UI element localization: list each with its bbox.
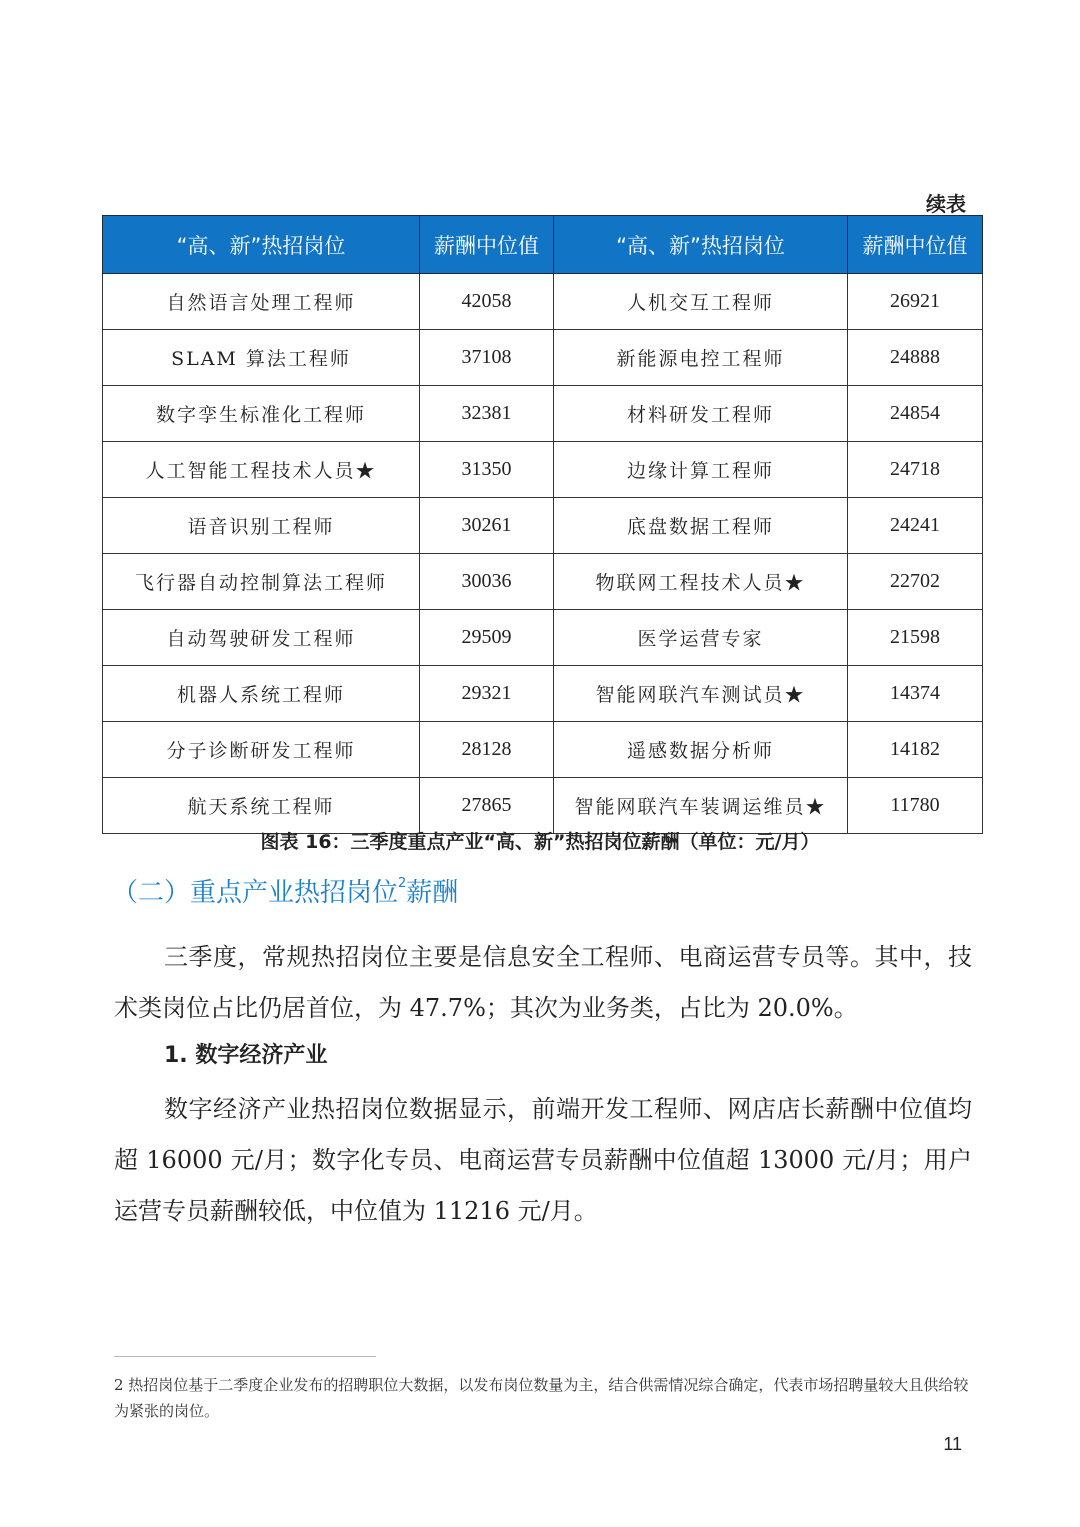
salary-table <box>102 215 983 834</box>
table-row <box>103 498 983 554</box>
salary-cell: 24854 <box>848 386 983 442</box>
salary-cell: 30261 <box>420 498 554 554</box>
table-caption: 图表 16：三季度重点产业“高、新”热招岗位薪酬（单位：元/月） <box>260 831 820 853</box>
job-name-cell: 数字孪生标准化工程师 <box>103 386 420 442</box>
job-name-cell: 航天系统工程师 <box>103 778 420 834</box>
header-salary-left: 薪酬中位值 <box>420 216 554 274</box>
job-name-cell: 飞行器自动控制算法工程师 <box>103 554 420 610</box>
table-row <box>103 330 983 386</box>
table-row <box>103 722 983 778</box>
job-name-cell: 人机交互工程师 <box>554 274 848 330</box>
table-row <box>103 778 983 834</box>
job-name-cell: 智能网联汽车测试员★ <box>554 666 848 722</box>
table-header-row <box>103 216 983 274</box>
job-name-cell: SLAM 算法工程师 <box>103 330 420 386</box>
page-number: 11 <box>943 1434 962 1454</box>
job-name-cell: 分子诊断研发工程师 <box>103 722 420 778</box>
salary-cell: 14182 <box>848 722 983 778</box>
salary-cell: 21598 <box>848 610 983 666</box>
salary-cell: 26921 <box>848 274 983 330</box>
job-name-cell: 人工智能工程技术人员★ <box>103 442 420 498</box>
salary-cell: 14374 <box>848 666 983 722</box>
salary-cell: 24241 <box>848 498 983 554</box>
job-name-cell: 物联网工程技术人员★ <box>554 554 848 610</box>
salary-cell: 27865 <box>420 778 554 834</box>
salary-cell: 32381 <box>420 386 554 442</box>
job-name-cell: 医学运营专家 <box>554 610 848 666</box>
table-row <box>103 386 983 442</box>
header-job-right: “高、新”热招岗位 <box>554 216 848 274</box>
body-paragraph: 三季度，常规热招岗位主要是信息安全工程师、电商运营专员等。其中，技术类岗位占比仍居首位，为 47.7%；其次为业务类，占比为 20.0%。 <box>114 943 972 1022</box>
section-heading-text: （二）重点产业热招岗位 <box>112 878 399 908</box>
continued-table-label: 续表 <box>926 192 966 216</box>
footnote-divider <box>114 1356 376 1357</box>
table-row <box>103 442 983 498</box>
job-name-cell: 自然语言处理工程师 <box>103 274 420 330</box>
salary-cell: 29321 <box>420 666 554 722</box>
salary-cell: 24718 <box>848 442 983 498</box>
table-row <box>103 554 983 610</box>
header-salary-right: 薪酬中位值 <box>848 216 983 274</box>
subsection-heading: 1. 数字经济产业 <box>164 1043 328 1068</box>
job-name-cell: 机器人系统工程师 <box>103 666 420 722</box>
salary-cell: 31350 <box>420 442 554 498</box>
job-name-cell: 边缘计算工程师 <box>554 442 848 498</box>
salary-cell: 24888 <box>848 330 983 386</box>
job-name-cell: 新能源电控工程师 <box>554 330 848 386</box>
job-name-cell: 自动驾驶研发工程师 <box>103 610 420 666</box>
job-name-cell: 语音识别工程师 <box>103 498 420 554</box>
job-name-cell: 智能网联汽车装调运维员★ <box>554 778 848 834</box>
salary-cell: 11780 <box>848 778 983 834</box>
salary-cell: 29509 <box>420 610 554 666</box>
job-name-cell: 底盘数据工程师 <box>554 498 848 554</box>
salary-cell: 37108 <box>420 330 554 386</box>
salary-cell: 42058 <box>420 274 554 330</box>
job-name-cell: 材料研发工程师 <box>554 386 848 442</box>
section-heading <box>112 872 458 909</box>
table-row <box>103 610 983 666</box>
salary-cell: 30036 <box>420 554 554 610</box>
table-row <box>103 666 983 722</box>
body-paragraph: 数字经济产业热招岗位数据显示，前端开发工程师、网店店长薪酬中位值均超 16000 元/月；数字化专员、电商运营专员薪酬中位值超 13000 元/月；用户运营专员薪酬较低，中位值为 11216 元/月。 <box>114 1095 972 1225</box>
header-job-left: “高、新”热招岗位 <box>103 216 420 274</box>
salary-cell: 28128 <box>420 722 554 778</box>
footnote: 2 热招岗位基于二季度企业发布的招聘职位大数据，以发布岗位数量为主，结合供需情况综合确定，代表市场招聘量较大且供给较为紧张的岗位。 <box>114 1376 969 1420</box>
footnote-reference: 2 <box>398 876 407 892</box>
section-heading-tail: 薪酬 <box>406 878 459 908</box>
job-name-cell: 遥感数据分析师 <box>554 722 848 778</box>
table-row <box>103 274 983 330</box>
salary-cell: 22702 <box>848 554 983 610</box>
